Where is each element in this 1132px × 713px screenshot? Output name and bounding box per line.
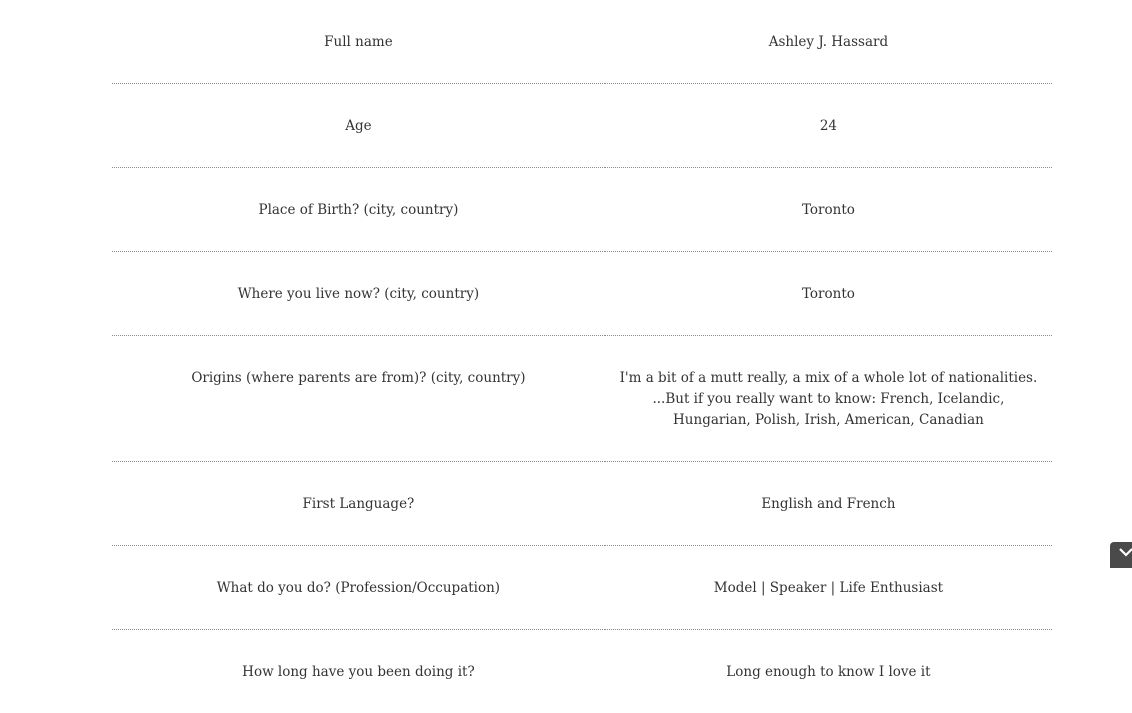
answer-cell: I'm a bit of a mutt really, a mix of a whole lot of nationalities. ...But if you really want to know: French, Icelandic, Hungarian, Polish, Irish, American, Canadian [605,336,1052,462]
table-row [112,0,1052,84]
table-row [112,630,1052,713]
profile-table [112,0,1052,713]
table-row [112,462,1052,546]
table-row [112,546,1052,630]
question-cell: Full name [112,0,605,84]
table-row [112,84,1052,168]
table-row [112,336,1052,462]
chevron-down-icon [1119,548,1132,558]
answer-cell: 24 [605,84,1052,168]
answer-cell: Ashley J. Hassard [605,0,1052,84]
scroll-widget-button[interactable] [1110,542,1132,568]
answer-cell: Model | Speaker | Life Enthusiast [605,546,1052,630]
question-cell: How long have you been doing it? [112,630,605,713]
question-cell: Age [112,84,605,168]
table-row [112,168,1052,252]
question-cell: Where you live now? (city, country) [112,252,605,336]
answer-cell: English and French [605,462,1052,546]
answer-cell: Toronto [605,252,1052,336]
question-cell: First Language? [112,462,605,546]
table-row [112,252,1052,336]
answer-cell: Long enough to know I love it [605,630,1052,713]
answer-cell: Toronto [605,168,1052,252]
question-cell: Origins (where parents are from)? (city, country) [112,336,605,462]
question-cell: Place of Birth? (city, country) [112,168,605,252]
question-cell: What do you do? (Profession/Occupation) [112,546,605,630]
